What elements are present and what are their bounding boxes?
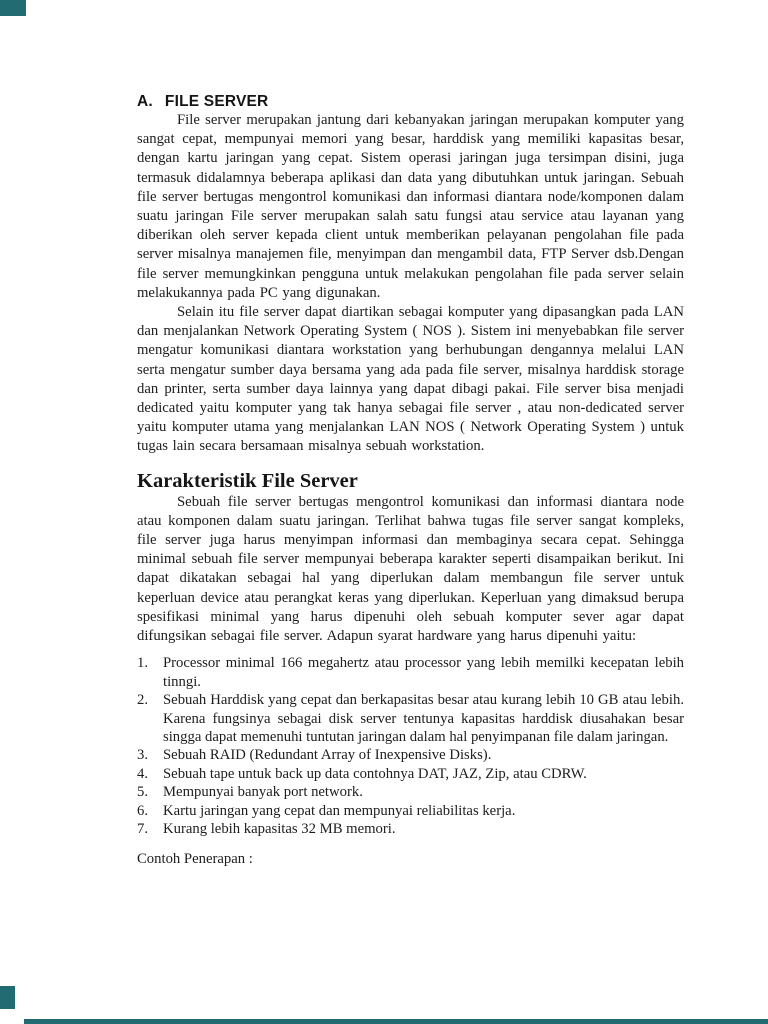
background-strip-bottom [24,1019,768,1024]
list-item-number: 3. [137,747,149,764]
list-item-number: 5. [137,784,149,801]
list-item [137,783,684,801]
section-heading [137,93,684,111]
list-item-text: Sebuah tape untuk back up data contohnya DAT, JAZ, Zip, atau CDRW. [163,765,587,782]
list-item-text: Mempunyai banyak port network. [163,784,363,801]
paragraph-file-server-lan-nos: Selain itu file server dapat diartikan sebagai komputer yang dipasangkan pada LAN dan menjalankan Network Operating System ( NOS ). Sistem ini menyebabkan file server mengatur komunikasi diantara workstation yang berhubungan dengannya melalui LAN serta mengatur sumber daya bersama yang ada pada file server, misalnya harddisk storage dan printer, serta sumber daya lainnya yang dapat dibagi pakai. File server bisa menjadi dedicated yaitu komputer yang tak hanya sebagai file server , atau non-dedicated server yaitu komputer utama yang menjalankan LAN NOS ( Network Operating System ) untuk tugas lain secara bersamaan misalnya sebuah workstation. [137,304,684,455]
list-item-text: Kurang lebih kapasitas 32 MB memori. [163,820,396,837]
list-item [137,802,684,820]
list-item-text: Sebuah Harddisk yang cepat dan berkapasitas besar atau kurang lebih 10 GB atau lebih. Karena fungsinya sebagai disk server tentunya kapasitas harddisk diusahakan besar singga dapat memenuhi tuntutan jaringan dalam hal penyimpanan file dalam jaringan. [163,692,684,745]
list-item [137,746,684,764]
section-heading-numeral: A. [137,93,153,110]
list-item [137,820,684,838]
list-item-number: 4. [137,765,149,782]
list-item-text: Kartu jaringan yang cepat dan mempunyai reliabilitas kerja. [163,802,516,819]
hardware-requirements-list [137,654,684,838]
list-item [137,654,684,691]
paragraph-file-server-intro: File server merupakan jantung dari kebanyakan jaringan merupakan komputer yang sangat cepat, mempunyai memori yang besar, harddisk yang memiliki kapasitas besar, dengan kartu jaringan yang cepat. Sistem operasi jaringan juga tersimpan disini, juga termasuk didalamnya beberapa aplikasi dan data yang dibutuhkan untuk jaringan. Sebuah file server bertugas mengontrol komunikasi dan informasi diantara node/komponen dalam suatu jaringan File server merupakan salah satu fungsi atau service atau layanan yang diberikan oleh server kepada client untuk memberikan pelayanan pengolahan file pada server misalnya manajemen file, menyimpan dan mengambil data, FTP Server dsb.Dengan file server memungkinkan pengguna untuk melakukan pengolahan file pada server selain melakukannya pada PC yang digunakan. [137,112,684,301]
list-item [137,765,684,783]
page-content [137,93,684,869]
background-corner-bottom-left [0,986,15,1009]
list-item-number: 7. [137,820,149,837]
list-item [137,691,684,746]
background-corner-top-left [0,0,26,16]
subsection-heading-karakteristik: Karakteristik File Server [137,469,358,492]
list-item-text: Processor minimal 166 megahertz atau processor yang lebih memilki kecepatan lebih tinngi. [163,655,684,690]
list-item-text: Sebuah RAID (Redundant Array of Inexpensive Disks). [163,747,492,764]
paragraph-karakteristik: Sebuah file server bertugas mengontrol komunikasi dan informasi diantara node atau komponen dalam suatu jaringan. Terlihat bahwa tugas file server sangat kompleks, file server juga harus menyimpan informasi dan membaginya secara cepat. Sehingga minimal sebuah file server mempunyai beberapa karakter seperti disampaikan berikut. Ini dapat dikatakan sebagai hal yang diperlukan dalam membangun file server untuk keperluan device atau perangkat keras yang diperlukan. Keperluan yang dimaksud berupa spesifikasi minimal yang harus dipenuhi oleh sebuah komputer sever agar dapat difungsikan sebagai file server. Adapun syarat hardware yang harus dipenuhi yaitu: [137,493,684,645]
contoh-penerapan-label: Contoh Penerapan : [137,851,253,868]
list-item-number: 6. [137,802,149,819]
list-item-number: 1. [137,655,149,672]
section-heading-title: FILE SERVER [164,93,269,110]
list-item-number: 2. [137,692,149,709]
